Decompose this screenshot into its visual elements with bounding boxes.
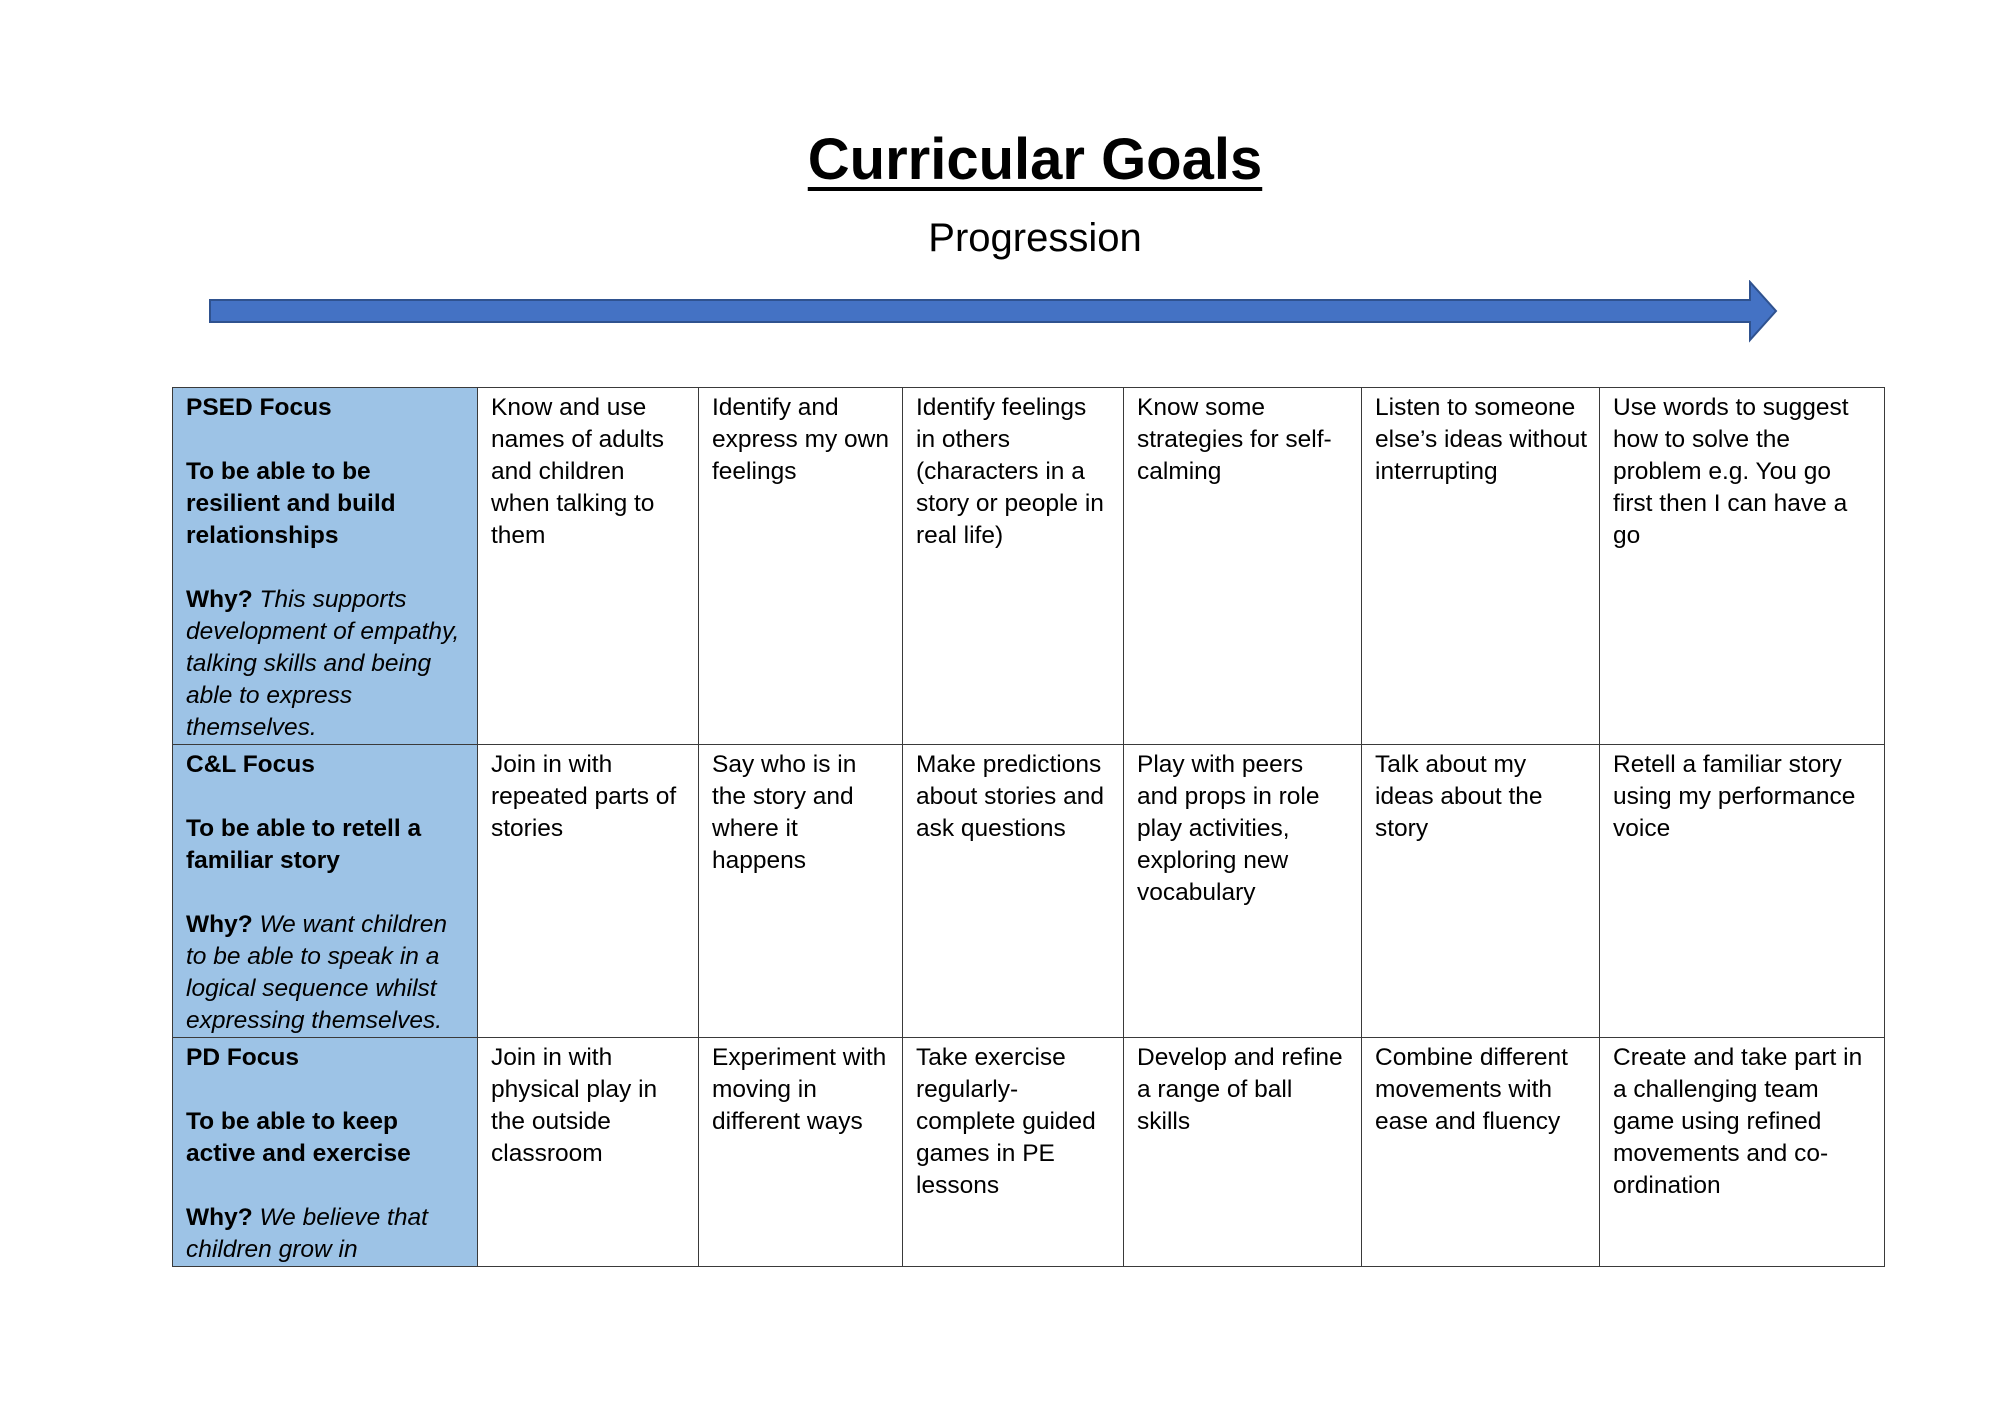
focus-aim: To be able to keep active and exercise: [186, 1108, 411, 1167]
focus-cell-psed: [173, 388, 478, 745]
why-label: Why?: [186, 586, 253, 613]
page-subtitle: Progression: [928, 216, 1142, 260]
step-cell: Take exercise regularly-complete guided games in PE lessons: [903, 1038, 1124, 1267]
why-label: Why?: [186, 911, 253, 938]
step-cell: Join in with repeated parts of stories: [478, 745, 699, 1038]
curricular-goals-table: [172, 387, 1885, 1267]
step-cell: Retell a familiar story using my performance voice: [1600, 745, 1885, 1038]
focus-aim: To be able to retell a familiar story: [186, 815, 422, 874]
step-cell: Say who is in the story and where it happens: [699, 745, 903, 1038]
why-text: We believe that children grow in: [186, 1204, 428, 1263]
step-cell: Develop and refine a range of ball skills: [1124, 1038, 1362, 1267]
focus-title: C&L Focus: [186, 751, 315, 778]
step-cell: Know and use names of adults and children when talking to them: [478, 388, 699, 745]
why-text: This supports development of empathy, talking skills and being able to express themselves.: [186, 586, 460, 741]
focus-aim: To be able to be resilient and build relationships: [186, 458, 396, 549]
focus-cell-cl: [173, 745, 478, 1038]
step-cell: Make predictions about stories and ask questions: [903, 745, 1124, 1038]
step-cell: Play with peers and props in role play activities, exploring new vocabulary: [1124, 745, 1362, 1038]
step-cell: Talk about my ideas about the story: [1362, 745, 1600, 1038]
table-row: [173, 745, 1885, 1038]
focus-cell-pd: [173, 1038, 478, 1267]
page-title: Curricular Goals: [807, 127, 1263, 192]
table-row: [173, 388, 1885, 745]
step-cell: Combine different movements with ease and fluency: [1362, 1038, 1600, 1267]
step-cell: Create and take part in a challenging team game using refined movements and co-ordination: [1600, 1038, 1885, 1267]
step-cell: Join in with physical play in the outside classroom: [478, 1038, 699, 1267]
step-cell: Use words to suggest how to solve the problem e.g. You go first then I can have a go: [1600, 388, 1885, 745]
focus-title: PSED Focus: [186, 394, 332, 421]
progression-arrow-shape: [210, 282, 1776, 340]
step-cell: Listen to someone else’s ideas without interrupting: [1362, 388, 1600, 745]
why-label: Why?: [186, 1204, 253, 1231]
table-row: [173, 1038, 1885, 1267]
step-cell: Experiment with moving in different ways: [699, 1038, 903, 1267]
step-cell: Know some strategies for self-calming: [1124, 388, 1362, 745]
why-text: We want children to be able to speak in a logical sequence whilst expressing themselves.: [186, 911, 447, 1034]
progression-arrow-icon: [208, 280, 1778, 344]
step-cell: Identify and express my own feelings: [699, 388, 903, 745]
focus-title: PD Focus: [186, 1044, 299, 1071]
step-cell: Identify feelings in others (characters in a story or people in real life): [903, 388, 1124, 745]
